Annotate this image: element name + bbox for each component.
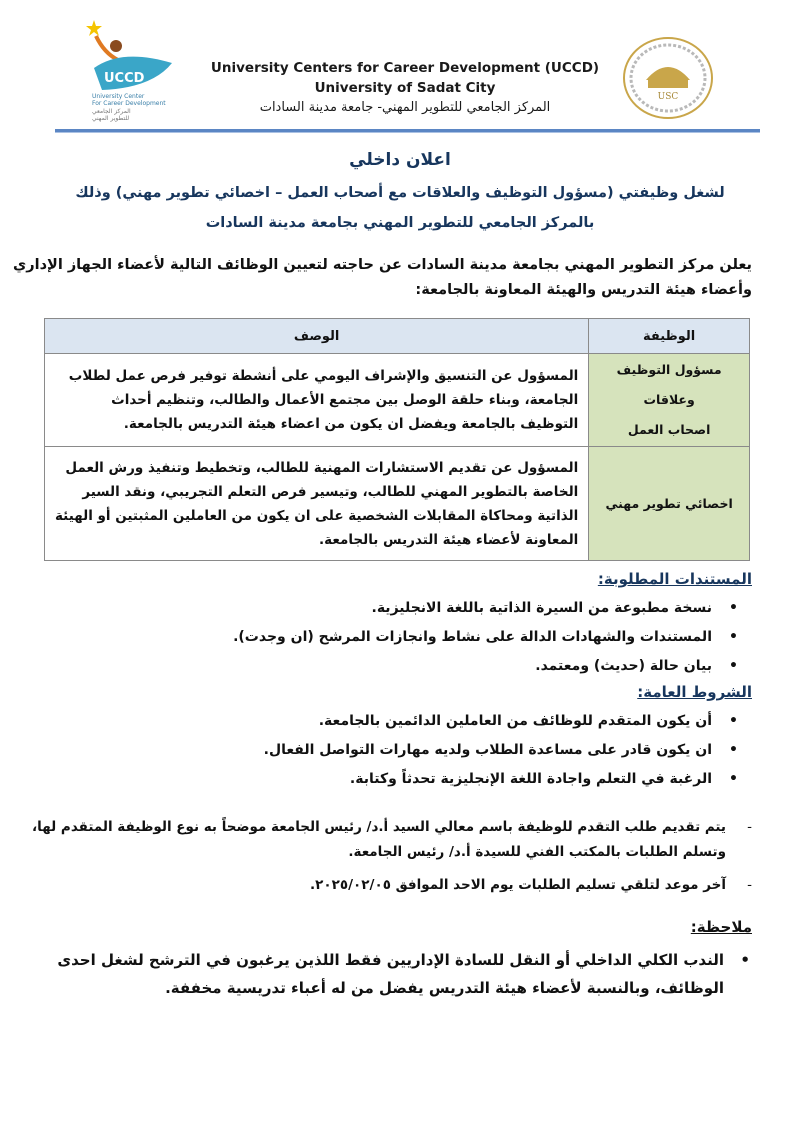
description-line: الذاتية ومحاكاة المقابلات الشخصية على ان يكون من العاملين المثبتين أو الهيئة — [55, 507, 579, 524]
documents-heading: المستندات المطلوبة: — [597, 570, 752, 588]
job-title-line: مسؤول التوظيف وعلاقات — [616, 362, 722, 407]
svg-text:للتطوير المهني: للتطوير المهني — [92, 115, 130, 122]
instruction-text: وتسلم الطلبات بالمكتب الفني للسيدة أ.د/ رئيس الجامعة. — [348, 844, 726, 860]
list-item-text: المستندات والشهادات الدالة على نشاط وانجازات المرشح (ان وجدت). — [233, 629, 712, 645]
intro-paragraph — [12, 253, 752, 303]
conditions-heading: الشروط العامة: — [637, 683, 752, 701]
note-heading: ملاحظة: — [690, 918, 752, 936]
job-description-cell — [45, 354, 589, 447]
svg-text:For Career Development: For Career Development — [92, 100, 166, 107]
header-line-3: المركز الجامعي للتطوير المهني- جامعة مدينة السادات — [259, 100, 551, 115]
description-line: التوظيف بالجامعة ويفضل ان يكون من اعضاء هيئة التدريس بالجامعة. — [123, 416, 579, 432]
list-item: • نسخة مطبوعة من السيرة الذاتية باللغة الانجليزية. — [371, 600, 738, 616]
svg-text:المركز الجامعي: المركز الجامعي — [92, 108, 131, 115]
svg-text:USC: USC — [657, 92, 679, 102]
list-item: • الندب الكلي الداخلي أو النقل للسادة الإداريين فقط اللذين يرغبون في الترشح لشغل احدى الوظائف، وبالنسبة لأعضاء هيئة التدريس يفضل من له أعباء تدريسية مخففة. — [57, 946, 750, 1002]
header-line-1: University Centers for Career Development (UCCD) — [210, 60, 600, 76]
header-text — [200, 58, 610, 118]
description-line: المعاونة لأعضاء هيئة التدريس بالجامعة. — [319, 531, 579, 548]
list-item: • المستندات والشهادات الدالة على نشاط وانجازات المرشح (ان وجدت). — [233, 629, 738, 645]
list-item-text: بيان حالة (حديث) ومعتمد. — [535, 658, 712, 674]
svg-text:UCCD: UCCD — [104, 71, 145, 86]
list-item: • أن يكون المتقدم للوظائف من العاملين الدائمين بالجامعة. — [318, 713, 738, 729]
header-divider — [55, 129, 760, 133]
instruction-item: -يتم تقديم طلب التقدم للوظيفة باسم معالي السيد أ.د/ رئيس الجامعة موضحاً به نوع الوظيفة المتقدم لها، وتسلم الطلبات بالمكتب الفني للسيدة أ.د/ رئيس الجامعة. — [32, 819, 752, 860]
note-line: الندب الكلي الداخلي أو النقل للسادة الإداريين فقط اللذين يرغبون في الترشح لشغل احدى — [57, 951, 724, 969]
list-item-text: ان يكون قادر على مساعدة الطلاب ولديه مهارات التواصل الفعال. — [263, 742, 712, 758]
table-row — [45, 354, 750, 447]
jobs-table — [44, 318, 750, 561]
instruction-item: -آخر موعد لتلقي تسليم الطلبات يوم الاحد الموافق ٢٠٢٥/٠٢/٠٥. — [310, 877, 752, 893]
column-header-description: الوصف — [45, 319, 589, 354]
table-header-row — [45, 319, 750, 354]
announcement-subtitle-1: لشغل وظيفتي (مسؤول التوظيف والعلاقات مع أصحاب العمل – اخصائي تطوير مهني) وذلك — [75, 185, 725, 201]
description-line: الخاصة بالتطوير المهني للطالب، وتيسير فرص التعلم التجريبي، ونقد السير — [82, 483, 579, 500]
list-item: • بيان حالة (حديث) ومعتمد. — [535, 658, 738, 674]
list-item: • الرغبة في التعلم واجادة اللغة الإنجليزية تحدثاً وكتابة. — [349, 771, 738, 787]
description-line: المسؤول عن تقديم الاستشارات المهنية للطالب، وتخطيط وتنفيذ ورش العمل — [65, 459, 579, 476]
conditions-list — [264, 707, 738, 794]
table-row — [45, 447, 750, 561]
usc-seal-logo — [620, 36, 716, 120]
column-header-job: الوظيفة — [589, 319, 750, 354]
list-item: • ان يكون قادر على مساعدة الطلاب ولديه مهارات التواصل الفعال. — [263, 742, 738, 758]
description-line: المسؤول عن التنسيق والإشراف اليومي على أنشطة توفير فرص عمل لطلاب — [68, 368, 579, 384]
note-line: الوظائف، وبالنسبة لأعضاء هيئة التدريس يفضل من له أعباء تدريسية مخففة. — [165, 979, 724, 997]
description-line: الجامعة، وبناء حلقة الوصل بين مجتمع الأعمال والطالب، وتنظيم أحداث — [111, 392, 579, 408]
job-title-cell — [589, 447, 750, 561]
documents-list — [233, 594, 738, 681]
job-title-line: اصحاب العمل — [627, 422, 711, 437]
list-item-text: الرغبة في التعلم واجادة اللغة الإنجليزية تحدثاً وكتابة. — [349, 771, 712, 787]
job-description-cell — [45, 447, 589, 561]
job-title-cell — [589, 354, 750, 447]
deadline-text: آخر موعد لتلقي تسليم الطلبات يوم الاحد الموافق ٢٠٢٥/٠٢/٠٥. — [310, 877, 726, 893]
header-line-2: University of Sadat City — [314, 80, 496, 96]
announcement-title: اعلان داخلي — [349, 150, 451, 170]
instruction-text: يتم تقديم طلب التقدم للوظيفة باسم معالي السيد أ.د/ رئيس الجامعة موضحاً به نوع الوظيفة المتقدم لها، — [32, 819, 726, 835]
intro-line: وأعضاء هيئة التدريس والهيئة المعاونة بالجامعة: — [415, 282, 752, 298]
announcement-subtitle-2: بالمركز الجامعي للتطوير المهني بجامعة مدينة السادات — [205, 215, 595, 231]
list-item-text: نسخة مطبوعة من السيرة الذاتية باللغة الانجليزية. — [371, 600, 712, 616]
intro-line: يعلن مركز التطوير المهني بجامعة مدينة السادات عن حاجته لتعيين الوظائف التالية لأعضاء الجهاز الإداري — [12, 257, 752, 273]
list-item-text: أن يكون المتقدم للوظائف من العاملين الدائمين بالجامعة. — [318, 713, 712, 729]
note-list — [57, 946, 750, 1002]
uccd-logo — [82, 18, 177, 123]
job-title-line: اخصائي تطوير مهني — [605, 495, 733, 511]
svg-text:University Center: University Center — [92, 93, 145, 100]
